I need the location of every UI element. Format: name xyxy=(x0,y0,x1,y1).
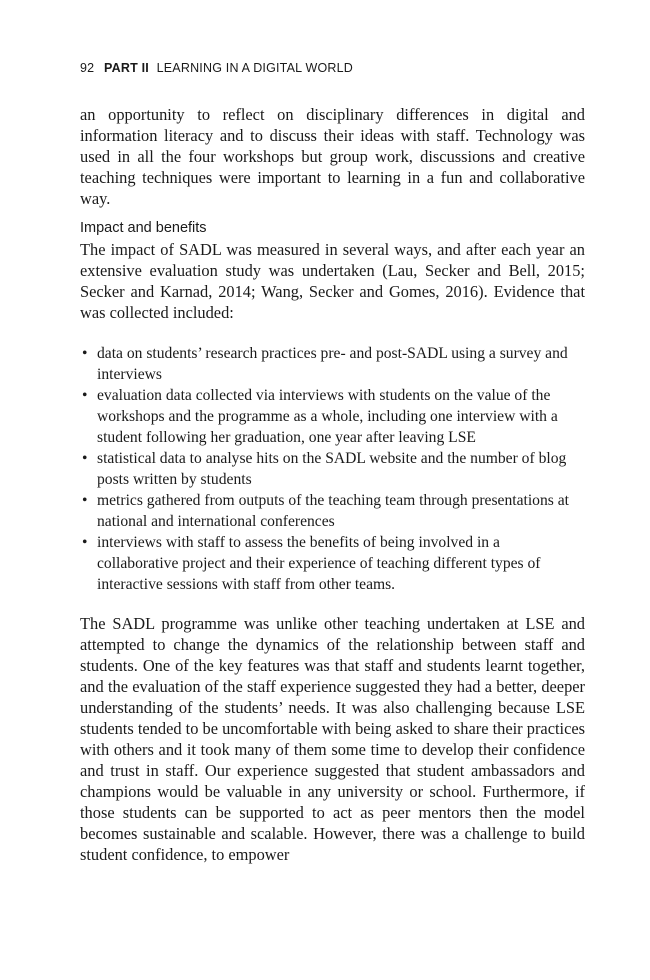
body-text xyxy=(80,104,585,865)
list-item-text: metrics gathered from outputs of the teaching team through presentations at national and international conferences xyxy=(97,492,570,530)
list-item-text: interviews with staff to assess the benefits of being involved in a collaborative project and their experience of teaching different types of interactive sessions with staff from other teams. xyxy=(97,534,541,593)
bullet-icon: • xyxy=(82,534,88,551)
list-item-text: data on students’ research practices pre- and post-SADL using a survey and interviews xyxy=(97,345,568,383)
list-item xyxy=(80,385,585,448)
list-item-text: evaluation data collected via interviews with students on the value of the workshops and the programme as a whole, including one interview with a student following her graduation, one year after leaving LSE xyxy=(97,387,558,446)
list-item-text: statistical data to analyse hits on the SADL website and the number of blog posts written by students xyxy=(97,450,567,488)
part-label: PART II xyxy=(104,61,149,75)
running-header xyxy=(80,61,353,75)
list-item xyxy=(80,490,585,532)
list-item xyxy=(80,532,585,595)
page-number: 92 xyxy=(80,61,95,75)
bullet-icon: • xyxy=(82,387,88,404)
paragraph-sadl-programme: The SADL programme was unlike other teaching undertaken at LSE and attempted to change the dynamics of the relationship between staff and students. One of the key features was that staff and students learnt together, and the evaluation of the staff experience suggested they had a better, deeper understanding of the students’ needs. It was also challenging because LSE students tended to be uncomfortable with being asked to share their practices with others and it took many of them some time to develop their confidence and trust in staff. Our experience suggested that student ambassadors and champions would be valuable in any university or school. Furthermore, if those students can be supported to act as peer mentors then the model becomes sustainable and scalable. However, there was a challenge to build student confidence, to empower xyxy=(80,614,585,864)
section-heading: Impact and benefits xyxy=(80,220,207,236)
list-item xyxy=(80,448,585,490)
list-item xyxy=(80,343,585,385)
part-title: LEARNING IN A DIGITAL WORLD xyxy=(156,61,354,75)
evidence-list xyxy=(80,343,585,595)
paragraph-intro: an opportunity to reflect on disciplinary differences in digital and information literacy and to discuss their ideas with staff. Technology was used in all the four workshops but group work, discussions and creative teaching techniques were important to learning in a fun and collaborative way. xyxy=(80,105,585,208)
bullet-icon: • xyxy=(82,450,88,467)
paragraph-impact: The impact of SADL was measured in several ways, and after each year an extensive evaluation study was undertaken (Lau, Secker and Bell, 2015; Secker and Karnad, 2014; Wang, Secker and Gomes, 2016). Evidence that was collected included: xyxy=(80,240,585,322)
bullet-icon: • xyxy=(82,345,88,362)
bullet-icon: • xyxy=(82,492,88,509)
